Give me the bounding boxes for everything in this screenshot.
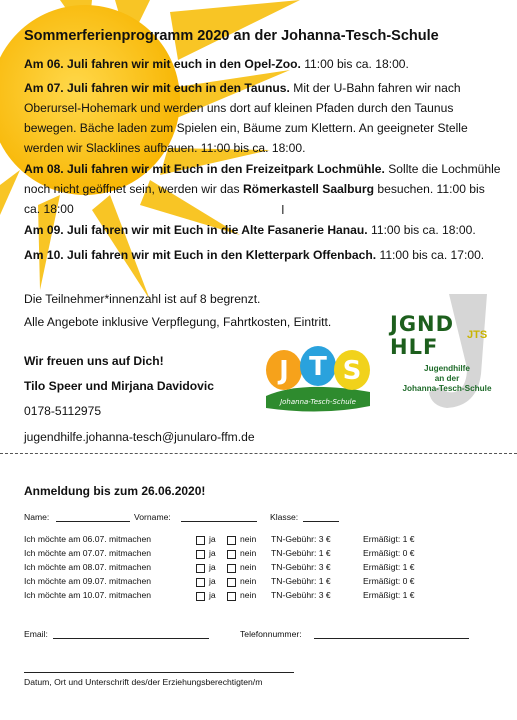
contact-email[interactable]: jugendhilfe.johanna-tesch@junularo-ffm.de bbox=[24, 430, 255, 444]
jugendhilfe-jts-mark: JTS bbox=[467, 329, 488, 341]
row-text: Ich möchte am 08.07. mitmachen bbox=[24, 562, 152, 572]
cut-line bbox=[0, 453, 517, 454]
no-label: nein bbox=[240, 534, 257, 544]
yes-checkbox[interactable] bbox=[196, 536, 205, 545]
reduced-fee-text: Ermäßigt: 1 € bbox=[363, 534, 415, 544]
no-checkbox[interactable] bbox=[227, 550, 236, 559]
trip-paragraph: Am 08. Juli fahren wir mit Euch in den Freizeitpark Lochmühle. Sollte die Lochmühle noch nicht geöffnet sein, werden wir das Römerkastell Saalburg besuchen. 11:00 bis ca. 18:00 bbox=[24, 162, 501, 216]
jts-letter-t: T bbox=[309, 352, 327, 382]
no-label: nein bbox=[240, 548, 257, 558]
vorname-field[interactable] bbox=[181, 521, 257, 522]
name-field[interactable] bbox=[56, 521, 130, 522]
phone-field[interactable] bbox=[314, 638, 469, 639]
klasse-field[interactable] bbox=[303, 521, 339, 522]
row-text: Ich möchte am 07.07. mitmachen bbox=[24, 548, 152, 558]
fee-text: TN-Gebühr: 3 € bbox=[271, 562, 331, 572]
reduced-fee-text: Ermäßigt: 0 € bbox=[363, 548, 415, 558]
trip-paragraph: Am 09. Juli fahren wir mit Euch in die Alte Fasanerie Hanau. 11:00 bis ca. 18:00. bbox=[24, 223, 476, 237]
jts-logo bbox=[262, 340, 374, 414]
jugendhilfe-logo bbox=[387, 294, 505, 418]
greeting: Wir freuen uns auf Dich! bbox=[24, 354, 164, 368]
no-label: nein bbox=[240, 590, 257, 600]
jts-caption: Johanna-Tesch-Schule bbox=[280, 398, 356, 406]
signature-field[interactable] bbox=[24, 672, 294, 673]
yes-checkbox[interactable] bbox=[196, 578, 205, 587]
jts-letter-j: J bbox=[279, 356, 289, 386]
fee-text: TN-Gebühr: 1 € bbox=[271, 548, 331, 558]
no-checkbox[interactable] bbox=[227, 578, 236, 587]
yes-label: ja bbox=[209, 548, 216, 558]
klasse-label: Klasse: bbox=[270, 512, 299, 522]
reduced-fee-text: Ermäßigt: 1 € bbox=[363, 590, 415, 600]
yes-label: ja bbox=[209, 562, 216, 572]
jts-letter-s: S bbox=[342, 356, 362, 386]
text-cursor-icon: I bbox=[281, 202, 285, 217]
yes-label: ja bbox=[209, 590, 216, 600]
yes-checkbox[interactable] bbox=[196, 592, 205, 601]
no-label: nein bbox=[240, 576, 257, 586]
no-checkbox[interactable] bbox=[227, 564, 236, 573]
fee-text: TN-Gebühr: 1 € bbox=[271, 576, 331, 586]
row-text: Ich möchte am 06.07. mitmachen bbox=[24, 534, 152, 544]
yes-label: ja bbox=[209, 576, 216, 586]
email-label: Email: bbox=[24, 629, 48, 639]
signature-label: Datum, Ort und Unterschrift des/der Erziehungsberechtigten/m bbox=[24, 677, 263, 687]
name-label: Name: bbox=[24, 512, 50, 522]
page-title: Sommerferienprogramm 2020 an der Johanna-Tesch-Schule bbox=[24, 28, 439, 44]
email-field[interactable] bbox=[53, 638, 209, 639]
row-text: Ich möchte am 09.07. mitmachen bbox=[24, 576, 152, 586]
jugendhilfe-subtitle: Jugendhilfe an der Johanna-Tesch-Schule bbox=[402, 364, 492, 393]
row-text: Ich möchte am 10.07. mitmachen bbox=[24, 590, 152, 600]
no-checkbox[interactable] bbox=[227, 536, 236, 545]
participant-limit: Die Teilnehmer*innenzahl ist auf 8 begrenzt. bbox=[24, 292, 261, 306]
trip-paragraph: Am 06. Juli fahren wir mit euch in den Opel-Zoo. 11:00 bis ca. 18:00. bbox=[24, 57, 409, 71]
reduced-fee-text: Ermäßigt: 1 € bbox=[363, 562, 415, 572]
trip-paragraph: Am 10. Juli fahren wir mit Euch in den Kletterpark Offenbach. 11:00 bis ca. 17:00. bbox=[24, 248, 485, 262]
fee-text: TN-Gebühr: 3 € bbox=[271, 534, 331, 544]
jugendhilfe-word-1: JGND bbox=[390, 312, 455, 336]
trip-paragraph: Am 07. Juli fahren wir mit euch in den Taunus. Mit der U-Bahn fahren wir nach Oberursel-Hohemark und werden uns dort auf kleinen Pfaden durch den Taunus bewegen. Bäche laden zum Spielen ein, Bäume zum Klettern. An geeigneter Stelle werden wir Slacklines aufbauen. 11:00 bis ca. 18:00. bbox=[24, 81, 468, 155]
no-checkbox[interactable] bbox=[227, 592, 236, 601]
fee-text: TN-Gebühr: 3 € bbox=[271, 590, 331, 600]
yes-label: ja bbox=[209, 534, 216, 544]
included-note: Alle Angebote inklusive Verpflegung, Fahrtkosten, Eintritt. bbox=[24, 315, 332, 329]
jugendhilfe-word-2: HLF bbox=[390, 335, 439, 359]
contact-phone: 0178-5112975 bbox=[24, 404, 102, 418]
reduced-fee-text: Ermäßigt: 0 € bbox=[363, 576, 415, 586]
phone-label: Telefonnummer: bbox=[240, 629, 302, 639]
no-label: nein bbox=[240, 562, 257, 572]
registration-title: Anmeldung bis zum 26.06.2020! bbox=[24, 484, 206, 498]
yes-checkbox[interactable] bbox=[196, 564, 205, 573]
vorname-label: Vorname: bbox=[134, 512, 171, 522]
yes-checkbox[interactable] bbox=[196, 550, 205, 559]
contact-names: Tilo Speer und Mirjana Davidovic bbox=[24, 379, 214, 393]
